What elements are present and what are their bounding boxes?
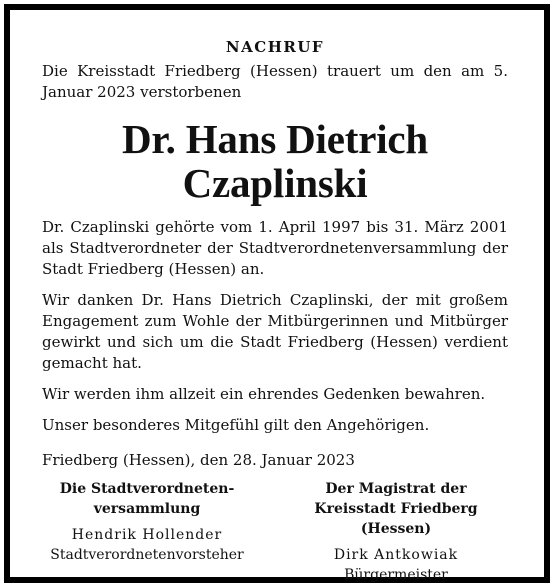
paragraph-condolences: Unser besonderes Mitgefühl gilt den Angehörigen. [42,416,430,434]
signature-magistrate-role: Bürgermeister [344,567,448,583]
signature-block [42,479,508,585]
notice-heading: NACHRUF [225,38,325,56]
signature-magistrate-title-line1: Der Magistrat der [325,481,467,497]
obituary-notice [42,38,508,585]
deceased-name-line2: Czaplinski [182,160,368,206]
signature-magistrate [280,479,512,585]
signature-magistrate-title-line2: Kreisstadt Friedberg (Hessen) [314,501,478,537]
paragraph-remembrance: Wir werden ihm allzeit ein ehrendes Gedenken bewahren. [42,385,486,403]
deceased-name [42,117,508,205]
signature-council [40,479,254,585]
place-date-line: Friedberg (Hessen), den 28. Januar 2023 [42,451,355,469]
paragraph-service: Dr. Czaplinski gehörte vom 1. April 1997 bis 31. März 2001 als Stadtverordneter der Stadtverordnetenversammlung der Stadt Friedberg (Hessen) an. [42,218,508,278]
signature-council-role: Stadtverordnetenvorsteher [50,547,244,563]
paragraph-thanks: Wir danken Dr. Hans Dietrich Czaplinski, der mit großem Engagement zum Wohle der Mitbürgerinnen und Mitbürger gewirkt und sich um die Stadt Friedberg (Hessen) verdient gemacht hat. [42,291,508,372]
signature-council-title-line1: Die Stadtverordneten- [59,481,235,497]
signature-council-title-line2: versammlung [93,501,201,517]
signature-magistrate-name: Dirk Antkowiak [333,547,459,563]
signature-council-name: Hendrik Hollender [71,527,223,543]
deceased-name-line1: Dr. Hans Dietrich [122,116,428,162]
intro-text: Die Kreisstadt Friedberg (Hessen) trauert um den am 5. Januar 2023 verstorbenen [42,62,508,101]
